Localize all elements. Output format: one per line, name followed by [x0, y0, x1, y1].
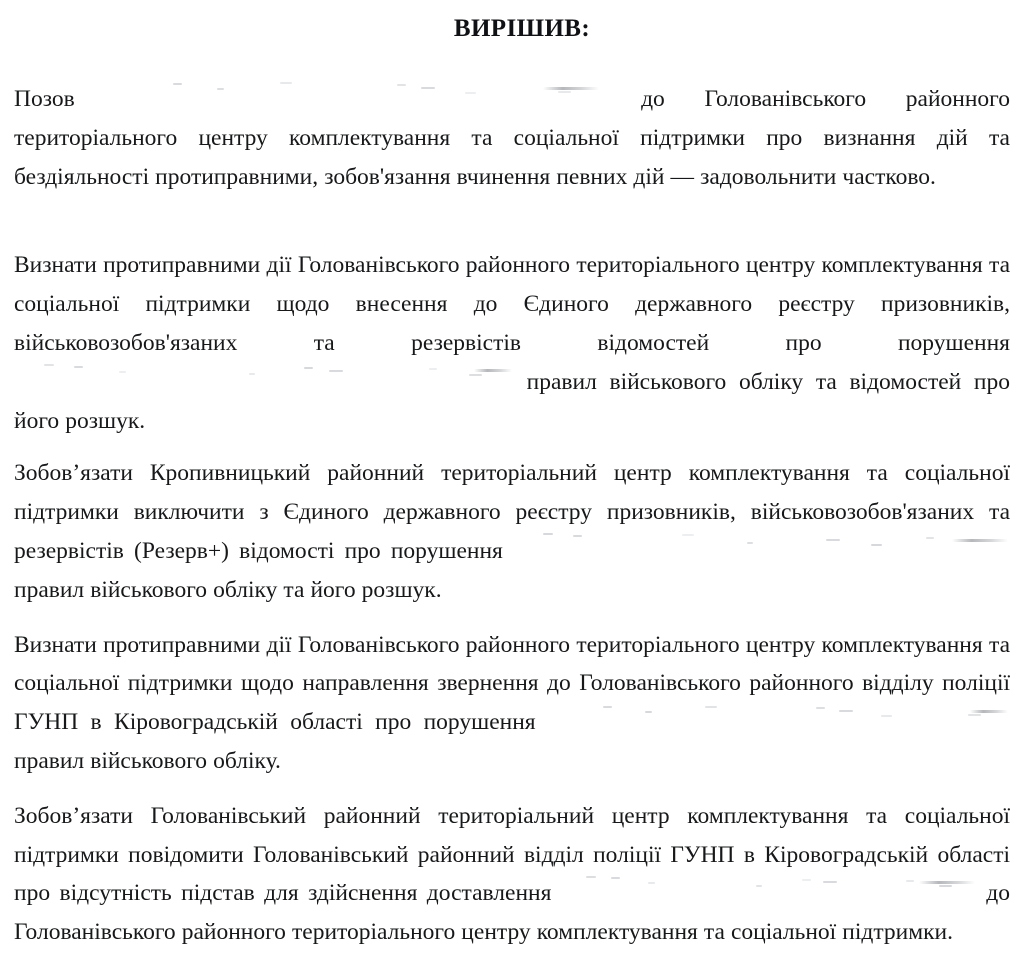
scan-smudge [474, 369, 512, 372]
scan-artifact [705, 706, 717, 708]
scan-artifact [871, 544, 882, 546]
scan-artifact [906, 880, 914, 882]
spacer-p1-p2 [14, 196, 1010, 246]
scan-artifact [465, 92, 476, 94]
scan-artifact [968, 714, 981, 716]
scan-artifact [429, 368, 437, 370]
spacer-title [14, 46, 1010, 80]
scan-artifact [280, 82, 292, 84]
scan-artifact [816, 707, 825, 709]
scan-artifact [682, 534, 694, 536]
scan-smudge [952, 539, 1008, 542]
redacted-text [114, 80, 601, 104]
redacted-text [561, 874, 977, 898]
spacer-p3-p4 [14, 610, 1010, 626]
page-title: ВИРІШИВ: [453, 15, 591, 42]
scan-artifact [881, 715, 892, 717]
scan-artifact [926, 537, 934, 539]
scan-artifact [217, 88, 224, 90]
scan-artifact [304, 367, 313, 369]
scan-artifact [397, 84, 406, 86]
spacer-p2-p3 [14, 440, 1010, 454]
scan-artifact [469, 374, 482, 376]
paragraph-2: Визнати протиправними дії Голованівського районного територіального центру комплектування та соціальної підтримки щодо внесення до Єдиного державного реєстру призовників, військовозобов'язаних та резервістів відомостей про порушення правил військового обліку та відомостей про його розшук. [14, 252, 1010, 434]
redacted-text [513, 532, 1010, 556]
scan-artifact [756, 885, 762, 887]
paragraph-4: Визнати протиправними дії Голованівського районного територіального центру комплектування та соціальної підтримки щодо направлення звернення до Голованівського районного відділу поліції ГУНП в Кіровоградській області про порушення правил військового обліку. [14, 631, 1010, 774]
scan-smudge [919, 881, 975, 884]
scan-artifact [586, 876, 596, 878]
scan-smudge [543, 87, 599, 90]
scan-artifact [543, 533, 553, 535]
scan-artifact [645, 711, 652, 713]
scan-artifact [648, 882, 655, 884]
scan-artifact [558, 91, 571, 93]
scan-artifact [802, 879, 811, 881]
spacer-p4-p5 [14, 781, 1010, 797]
paragraph-5: Зобов’язати Голованівський районний територіальний центр комплектування та соціальної підтримки повідомити Голованівський районний відділ поліції ГУНП в Кіровоградській області про відсутність підстав для здійснення доставлення до Голованівського районного територіального центру комплектування та соціальної підтримки. [14, 802, 1010, 946]
scan-artifact [44, 364, 54, 366]
scan-smudge [970, 710, 1008, 713]
scan-artifact [119, 371, 126, 373]
paragraph-3: Зобов’язати Кропивницький районний територіальний центр комплектування та соціальної підтримки виключити з Єдиного державного реєстру призовників, військовозобов'язаних та резервістів (Резерв+) відомості про порушення правил військового обліку та його розшук. [14, 460, 1010, 603]
redacted-text [14, 363, 514, 387]
scan-artifact [939, 885, 952, 887]
paragraph-1: Позов до Голованівського районного територіального центру комплектування та соціальної підтримки про визнання дій та бездіяльності протиправними, зобов'язання вчинення певних дій — задовольнити частково. [14, 80, 1010, 196]
scan-artifact [249, 373, 255, 375]
redacted-text [548, 703, 1010, 727]
scan-artifact [747, 542, 753, 544]
